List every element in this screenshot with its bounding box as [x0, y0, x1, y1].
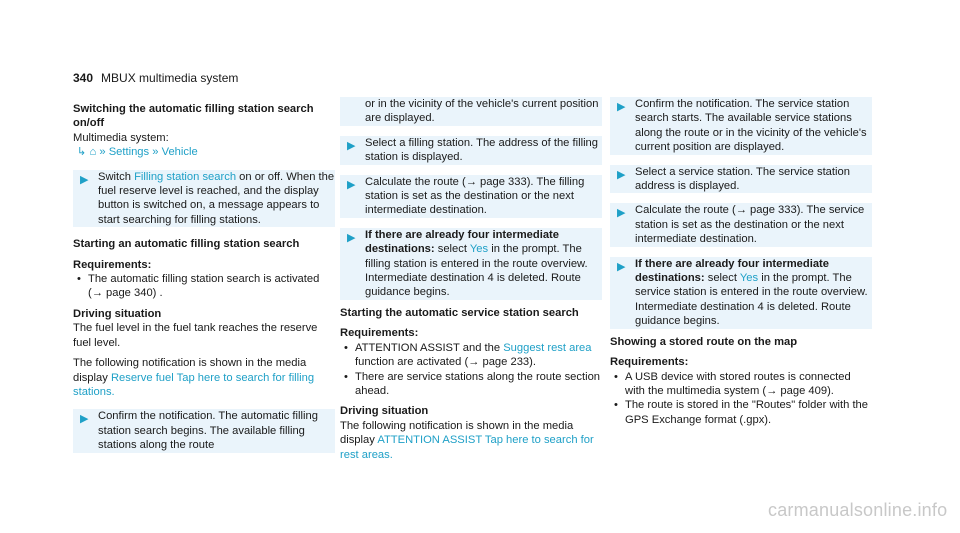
- bullet-icon: •: [77, 273, 81, 286]
- instruction-step-continued: or in the vicinity of the vehicle's current position are displayed.: [340, 97, 602, 126]
- watermark: carmanualsonline.info: [768, 500, 948, 520]
- step-icon: ▶: [617, 101, 626, 113]
- list-item: • There are service stations along the route section ahead.: [344, 370, 601, 397]
- requirements-label: Requirements:: [610, 356, 689, 369]
- column-1: [73, 102, 335, 453]
- step-icon: ▶: [617, 207, 626, 220]
- menu-option: Filling station search: [134, 170, 237, 183]
- bullet-icon: •: [614, 370, 618, 383]
- menu-option: Yes: [469, 243, 489, 256]
- chevron-icon: »: [99, 146, 106, 159]
- list-item: • A USB device with stored routes is connected with the multimedia system (→ page 409).: [614, 370, 851, 397]
- column-3: [610, 97, 872, 427]
- menu-option: Suggest rest area: [503, 341, 592, 354]
- section-heading: Showing a stored route on the map: [610, 335, 798, 348]
- instruction-step: ▶ Confirm the notification. The service station search starts. The available service stations along the route or in the vicinity of the vehicle's current position are displayed.: [610, 97, 872, 155]
- chevron-icon: »: [152, 146, 159, 159]
- step-icon: ▶: [617, 168, 626, 181]
- list-item: • The automatic filling station search is activated (→ page 340) .: [77, 273, 320, 300]
- page-title: MBUX multimedia system: [101, 71, 239, 85]
- body-text: The fuel level in the fuel tank reaches the reserve fuel level.: [73, 322, 318, 349]
- step-icon: ▶: [617, 260, 626, 273]
- instruction-step: ▶ If there are already four intermediate destinations: select Yes in the prompt. The service station is entered in the route overview. Intermediate destination 4 is deleted. Route guidance begins.: [610, 257, 872, 329]
- list-item: • The route is stored in the "Routes" folder with the GPS Exchange format (.gpx).: [614, 399, 869, 426]
- menu-settings: Settings: [108, 146, 150, 159]
- sub-heading: Starting an automatic filling station search: [73, 238, 300, 251]
- step-icon: ▶: [347, 231, 356, 244]
- requirements-label: Requirements:: [73, 258, 152, 271]
- menu-path: [73, 145, 335, 159]
- menu-option: Yes: [739, 272, 759, 285]
- instruction-step: ▶ Select a service station. The service station address is displayed.: [610, 165, 872, 194]
- instruction-step: ▶ Select a filling station. The address of the filling station is displayed.: [340, 136, 602, 165]
- driving-situation-label: Driving situation: [73, 307, 162, 320]
- body-text: The following notification is shown in the media display Reserve fuel Tap here to search for filling stations.: [73, 357, 315, 398]
- bullet-icon: •: [344, 370, 348, 383]
- arrow-icon: ↳: [77, 146, 87, 159]
- body-text: The following notification is shown in the media display ATTENTION ASSIST Tap here to search for rest areas.: [340, 419, 594, 461]
- instruction-step: ▶ Calculate the route (→ page 333). The filling station is set as the destination or the next intermediate destination.: [340, 175, 602, 218]
- instruction-step: ▶ Calculate the route (→ page 333). The service station is set as the destination or the next intermediate destination.: [610, 203, 872, 246]
- bullet-icon: •: [614, 399, 618, 412]
- step-icon: ▶: [80, 173, 89, 186]
- section-heading: Switching the automatic filling station search on/off: [73, 103, 314, 130]
- driving-situation-label: Driving situation: [340, 405, 429, 418]
- bullet-icon: •: [344, 341, 348, 354]
- instruction-step: ▶ If there are already four intermediate destinations: select Yes in the prompt. The filling station is entered in the route overview. Intermediate destination 4 is deleted. Route guidance begins.: [340, 228, 602, 300]
- notification-text: Reserve fuel Tap here to search for filling stations.: [73, 371, 315, 398]
- column-2: [340, 97, 602, 462]
- requirements-label: Requirements:: [340, 327, 419, 340]
- instruction-step: ▶ Switch Filling station search on or off. When the fuel reserve level is reached, and the display button is switched on, a message appears to start searching for filling stations.: [73, 170, 335, 228]
- page-number: 340: [73, 71, 94, 85]
- page-header: [73, 71, 238, 85]
- home-icon: ⌂: [89, 146, 97, 159]
- step-icon: ▶: [347, 178, 356, 191]
- notification-text: ATTENTION ASSIST Tap here to search for rest areas.: [340, 434, 594, 461]
- instruction-step: ▶ Confirm the notification. The automatic filling station search begins. The available filling stations along the route: [73, 409, 335, 452]
- menu-vehicle: Vehicle: [161, 146, 198, 159]
- section-heading: Starting the automatic service station search: [340, 306, 579, 319]
- step-icon: ▶: [347, 139, 356, 152]
- list-item: • ATTENTION ASSIST and the Suggest rest area function are activated (→ page 233).: [344, 341, 592, 369]
- step-icon: ▶: [80, 413, 89, 426]
- system-label: Multimedia system:: [73, 131, 169, 144]
